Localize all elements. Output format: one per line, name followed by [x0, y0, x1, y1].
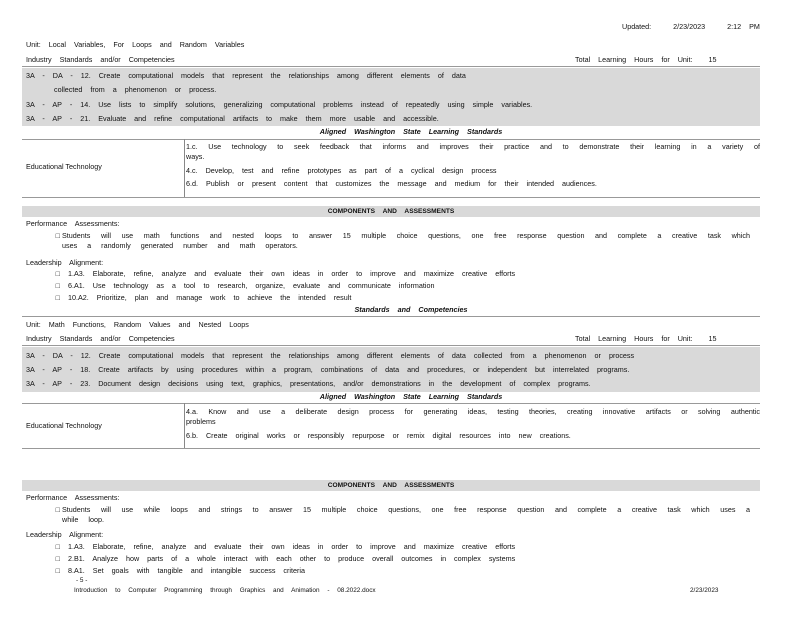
unit1-hours-value: 15 — [708, 55, 717, 64]
unit1-edu-item-1: 1.c. Use technology to seek feedback that informs and improves their practice and to demonstrate their learning in a variety of ways. — [186, 142, 760, 161]
unit2-title: Unit: Math Functions, Random Values and Nested Loops — [26, 320, 249, 329]
unit2-performance-label: Performance Assessments: — [26, 493, 120, 502]
unit1-performance-text: Students will use math functions and nested loops to answer 15 multiple choice questions, one free response question and complete a creative task which uses a randomly generated number and math operators. — [62, 231, 750, 250]
unit2-standards-block — [22, 347, 760, 392]
bullet-icon: □ — [55, 566, 60, 575]
unit2-hours — [575, 334, 716, 343]
unit1-performance-item — [26, 231, 750, 251]
unit2-edu-item-2: 6.b. Create original works or responsibly repurpose or remix digital resources into new creations. — [186, 431, 571, 440]
bullet-icon: □ — [55, 542, 60, 551]
updated-time: 2:12 PM — [727, 22, 760, 31]
unit1-leadership-text-1: 1.A3. Elaborate, refine, analyze and evaluate their own ideas in order to improve and maximize creative efforts — [68, 269, 516, 278]
updated-label: Updated: — [622, 22, 652, 31]
bullet-icon: □ — [55, 231, 60, 240]
middle-title: Standards and Competencies — [354, 305, 468, 314]
unit1-standard-1: 3A - DA - 12. Create computational models that represent the relationships among different elements of data — [26, 71, 466, 80]
unit1-leadership-item-3 — [26, 293, 351, 302]
unit2-edu-item-1: 4.a. Know and use a deliberate design process for generating ideas, testing theories, creating innovative artifacts or solving authentic problems — [186, 407, 760, 426]
unit2-edu-items — [186, 407, 760, 440]
unit1-performance-label: Performance Assessments: — [26, 219, 120, 228]
unit1-standards-block — [22, 68, 760, 126]
footer-doc-title: Introduction to Computer Programming through Graphics and Animation - 08.2022.docx — [74, 587, 376, 594]
footer-page-number: - 5 - — [76, 577, 88, 584]
unit1-leadership-item-2 — [26, 281, 434, 290]
bullet-icon: □ — [55, 281, 60, 290]
unit1-leadership-label: Leadership Alignment: — [26, 258, 104, 267]
updated-date: 2/23/2023 — [673, 22, 706, 31]
unit2-components-bar — [22, 480, 760, 491]
unit2-leadership-item-2 — [26, 554, 515, 563]
unit1-leadership-text-3: 10.A2. Prioritize, plan and manage work to achieve the intended result — [68, 293, 352, 302]
bullet-icon: □ — [55, 269, 60, 278]
unit1-edu-item-2: 4.c. Develop, test and refine prototypes as part of a cyclical design process — [186, 166, 497, 175]
unit1-title: Unit: Local Variables, For Loops and Random Variables — [26, 40, 245, 49]
unit2-industry-label: Industry Standards and/or Competencies — [26, 334, 175, 343]
bullet-icon: □ — [55, 505, 60, 514]
unit2-leadership-text-3: 8.A1. Set goals with tangible and intangible success criteria — [68, 566, 305, 575]
unit1-leadership-item-1 — [26, 269, 515, 278]
unit2-aligned-title-bar — [22, 392, 760, 403]
unit2-standard-3: 3A - AP - 23. Document design decisions using text, graphics, presentations, and/or demonstrations in the development of complex programs. — [26, 379, 591, 388]
bullet-icon: □ — [55, 293, 60, 302]
unit1-standard-1-cont: collected from a phenomenon or process. — [54, 85, 217, 94]
unit2-leadership-label: Leadership Alignment: — [26, 530, 104, 539]
unit2-standard-1: 3A - DA - 12. Create computational models that represent the relationships among different elements of data collected from a phenomenon or process — [26, 351, 635, 360]
unit1-hours — [575, 55, 716, 64]
unit1-edu-label: Educational Technology — [26, 162, 102, 171]
unit1-industry-label: Industry Standards and/or Competencies — [26, 55, 175, 64]
unit2-leadership-item-1 — [26, 542, 515, 551]
unit1-leadership-text-2: 6.A1. Use technology as a tool to research, organize, evaluate and communicate information — [68, 281, 435, 290]
unit1-aligned-title: Aligned Washington State Learning Standards — [319, 127, 503, 136]
updated-stamp — [622, 22, 760, 31]
unit1-standard-3: 3A - AP - 21. Evaluate and refine computational artifacts to make them more usable and accessible. — [26, 114, 439, 123]
unit2-leadership-text-1: 1.A3. Elaborate, refine, analyze and evaluate their own ideas in order to improve and maximize creative efforts — [68, 542, 516, 551]
unit2-edu-label: Educational Technology — [26, 421, 102, 430]
unit2-hours-label: Total Learning Hours for Unit: — [575, 334, 693, 343]
unit1-standard-2: 3A - AP - 14. Use lists to simplify solutions, generalizing computational problems instead of repeatedly using simple variables. — [26, 100, 533, 109]
unit2-components-title: COMPONENTS AND ASSESSMENTS — [327, 482, 455, 489]
unit2-leadership-text-2: 2.B1. Analyze how parts of a whole interact with each other to produce overall outcomes in complex systems — [68, 554, 516, 563]
unit2-hours-value: 15 — [708, 334, 717, 343]
unit2-performance-text: Students will use while loops and strings to answer 15 multiple choice questions, one free response question and complete a creative task which uses a while loop. — [62, 505, 750, 524]
unit1-components-title: COMPONENTS AND ASSESSMENTS — [327, 208, 455, 215]
bullet-icon: □ — [55, 554, 60, 563]
unit2-performance-item — [26, 505, 750, 525]
footer-date: 2/23/2023 — [690, 587, 719, 594]
unit2-leadership-item-3 — [26, 566, 305, 575]
unit2-standard-2: 3A - AP - 18. Create artifacts by using procedures within a program, combinations of data and procedures, or independent but interrelated programs. — [26, 365, 630, 374]
unit1-edu-item-3: 6.d. Publish or present content that customizes the message and medium for their intended audiences. — [186, 179, 597, 188]
unit1-hours-label: Total Learning Hours for Unit: — [575, 55, 693, 64]
unit1-components-bar — [22, 206, 760, 217]
middle-title-bar — [22, 305, 760, 316]
unit2-aligned-title: Aligned Washington State Learning Standards — [319, 392, 503, 401]
unit1-aligned-title-bar — [22, 127, 760, 139]
unit1-edu-items — [186, 142, 760, 188]
